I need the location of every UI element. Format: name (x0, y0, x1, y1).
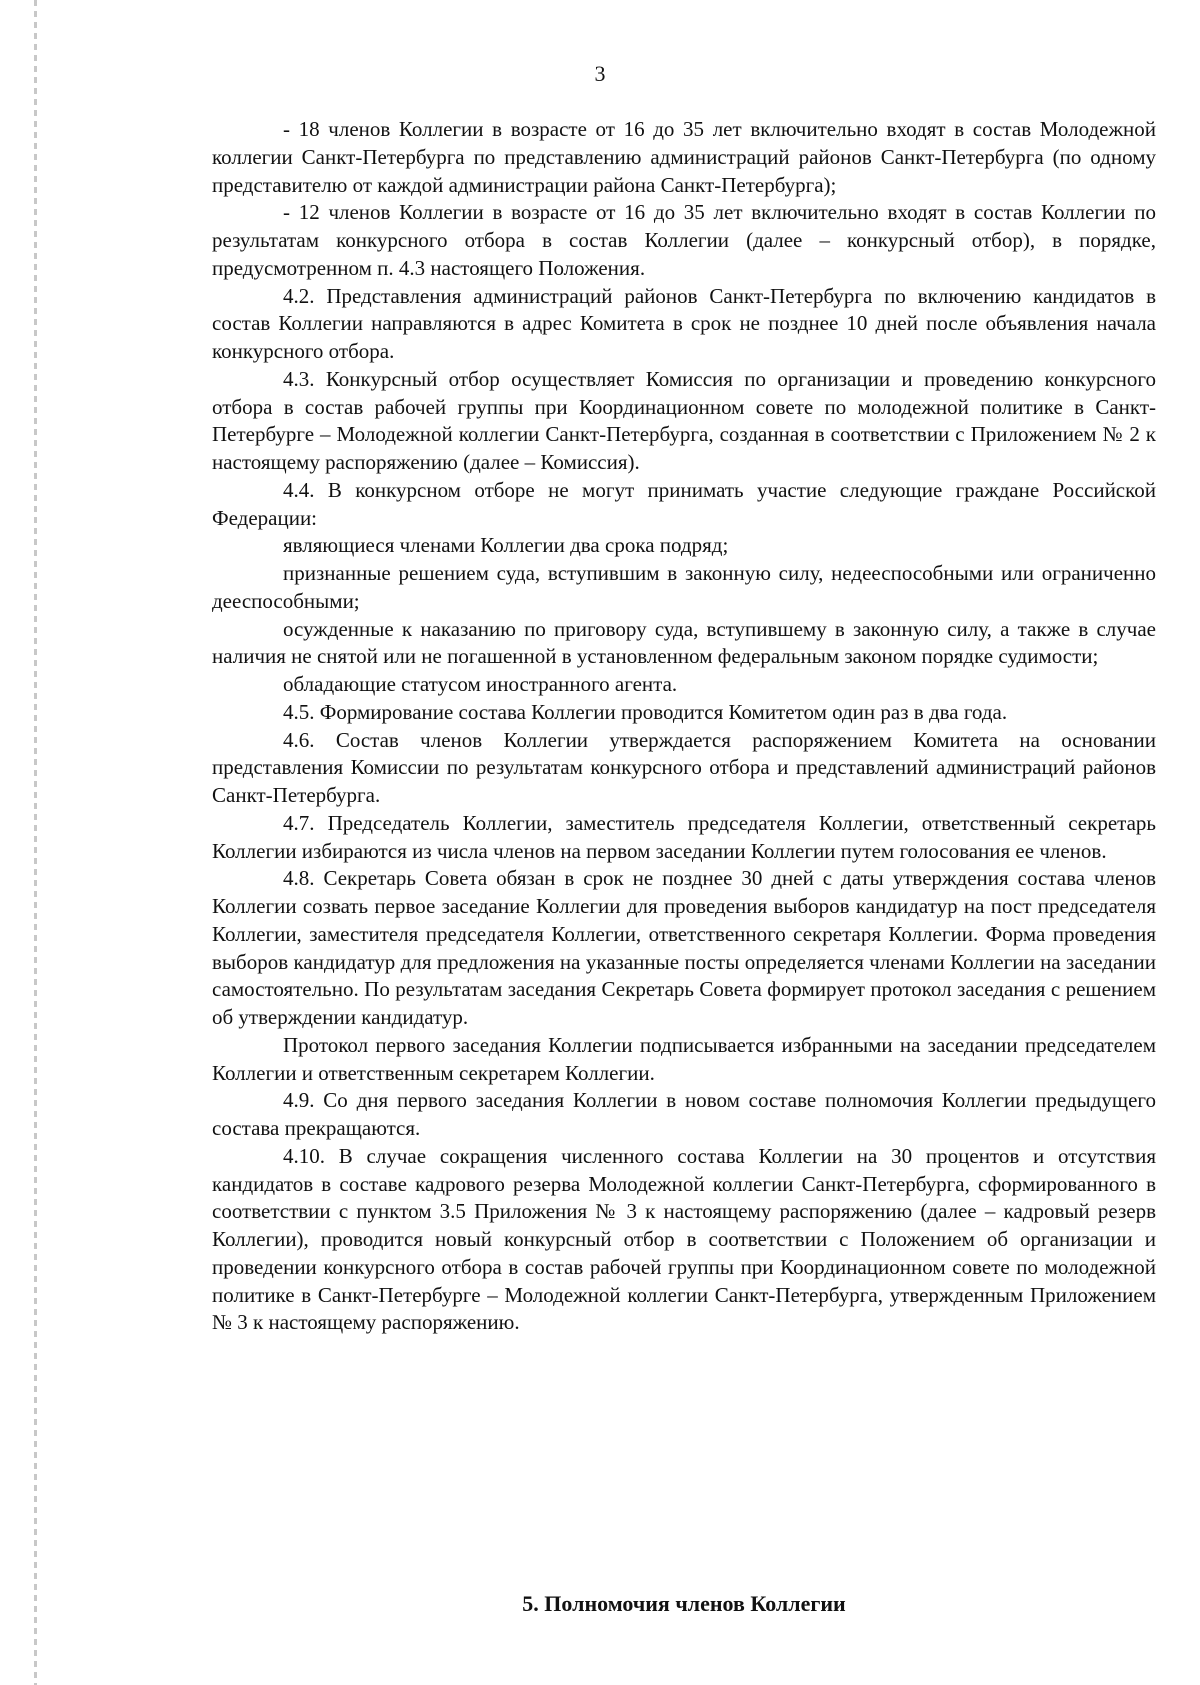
paragraph-4-7: 4.7. Председатель Коллегии, заместитель председателя Коллегии, ответственный секретарь Коллегии избираются из числа членов на первом заседании Коллегии путем голосования ее членов. (212, 810, 1156, 863)
paragraph-4-4-item-3: осужденные к наказанию по приговору суда, вступившему в законную силу, а также в случае наличия не снятой или не погашенной в установленном федеральным законом порядке судимости; (212, 616, 1156, 669)
paragraph-protocol: Протокол первого заседания Коллегии подписывается избранными на заседании председателем Коллегии и ответственным секретарем Коллегии. (212, 1032, 1156, 1085)
scan-edge-artifact (34, 0, 37, 1685)
paragraph-4-8: 4.8. Секретарь Совета обязан в срок не позднее 30 дней с даты утверждения состава членов Коллегии созвать первое заседание Коллегии для проведения выборов кандидатур на пост председателя Коллегии, заместителя председателя Коллегии, ответственного секретаря Коллегии. Форма проведения выборов кандидатур для предложения на указанные посты определяется членами Коллегии на заседании самостоятельно. По результатам заседания Секретарь Совета формирует протокол заседания с решением об утверждении кандидатур. (212, 866, 1156, 1029)
paragraph-4-6: 4.6. Состав членов Коллегии утверждается распоряжением Комитета на основании представления Комиссии по результатам конкурсного отбора и представлений администраций районов Санкт-Петербурга. (212, 727, 1156, 807)
paragraph-4-4-item-2: признанные решением суда, вступившим в законную силу, недееспособными или ограниченно дееспособными; (212, 561, 1156, 613)
paragraph-4-9: 4.9. Со дня первого заседания Коллегии в новом составе полномочия Коллегии предыдущего состава прекращаются. (212, 1088, 1156, 1140)
paragraph-4-10: 4.10. В случае сокращения численного состава Коллегии на 30 процентов и отсутствия кандидатов в составе кадрового резерва Молодежной коллегии Санкт-Петербурга, сформированного в соответствии с пунктом 3.5 Приложения № 3 к настоящему распоряжению (далее – кадровый резерв Коллегии), проводится новый конкурсный отбор в соответствии с Положением об организации и проведении конкурсного отбора в состав рабочей группы при Координационном совете по молодежной политике в Санкт-Петербурге – Молодежной коллегии Санкт-Петербурга, утвержденным Приложением № 3 к настоящему распоряжению. (212, 1143, 1156, 1335)
section-heading: 5. Полномочия членов Коллегии (522, 1591, 846, 1616)
paragraph-4-4-item-1: являющиеся членами Коллегии два срока подряд; (283, 533, 729, 558)
paragraph-4-2: 4.2. Представления администраций районов Санкт-Петербурга по включению кандидатов в состав Коллегии направляются в адрес Комитета в срок не позднее 10 дней после объявления начала конкурсного отбора. (212, 283, 1156, 363)
paragraph-4-5: 4.5. Формирование состава Коллегии проводится Комитетом один раз в два года. (283, 699, 1008, 724)
page-number: 3 (594, 61, 606, 86)
paragraph-members-districts: - 18 членов Коллегии в возрасте от 16 до 35 лет включительно входят в состав Молодежной коллегии Санкт-Петербурга по представлению администраций районов Санкт-Петербурга (по одному представителю от каждой администрации района Санкт-Петербурга); (212, 117, 1156, 197)
paragraph-4-4: 4.4. В конкурсном отборе не могут принимать участие следующие граждане Российской Федерации: (212, 477, 1156, 530)
document-body (212, 116, 1156, 1337)
paragraph-4-4-item-4: обладающие статусом иностранного агента. (283, 672, 678, 696)
paragraph-members-competition: - 12 членов Коллегии в возрасте от 16 до 35 лет включительно входят в состав Коллегии по результатам конкурсного отбора в состав Коллегии (далее – конкурсный отбор), в порядке, предусмотренном п. 4.3 настоящего Положения. (212, 200, 1156, 280)
paragraph-4-3: 4.3. Конкурсный отбор осуществляет Комиссия по организации и проведению конкурсного отбора в состав рабочей группы при Координационном совете по молодежной политике в Санкт-Петербурге – Молодежной коллегии Санкт-Петербурга, созданная в соответствии с Приложением № 2 к настоящему распоряжению (далее – Комиссия). (212, 366, 1156, 474)
